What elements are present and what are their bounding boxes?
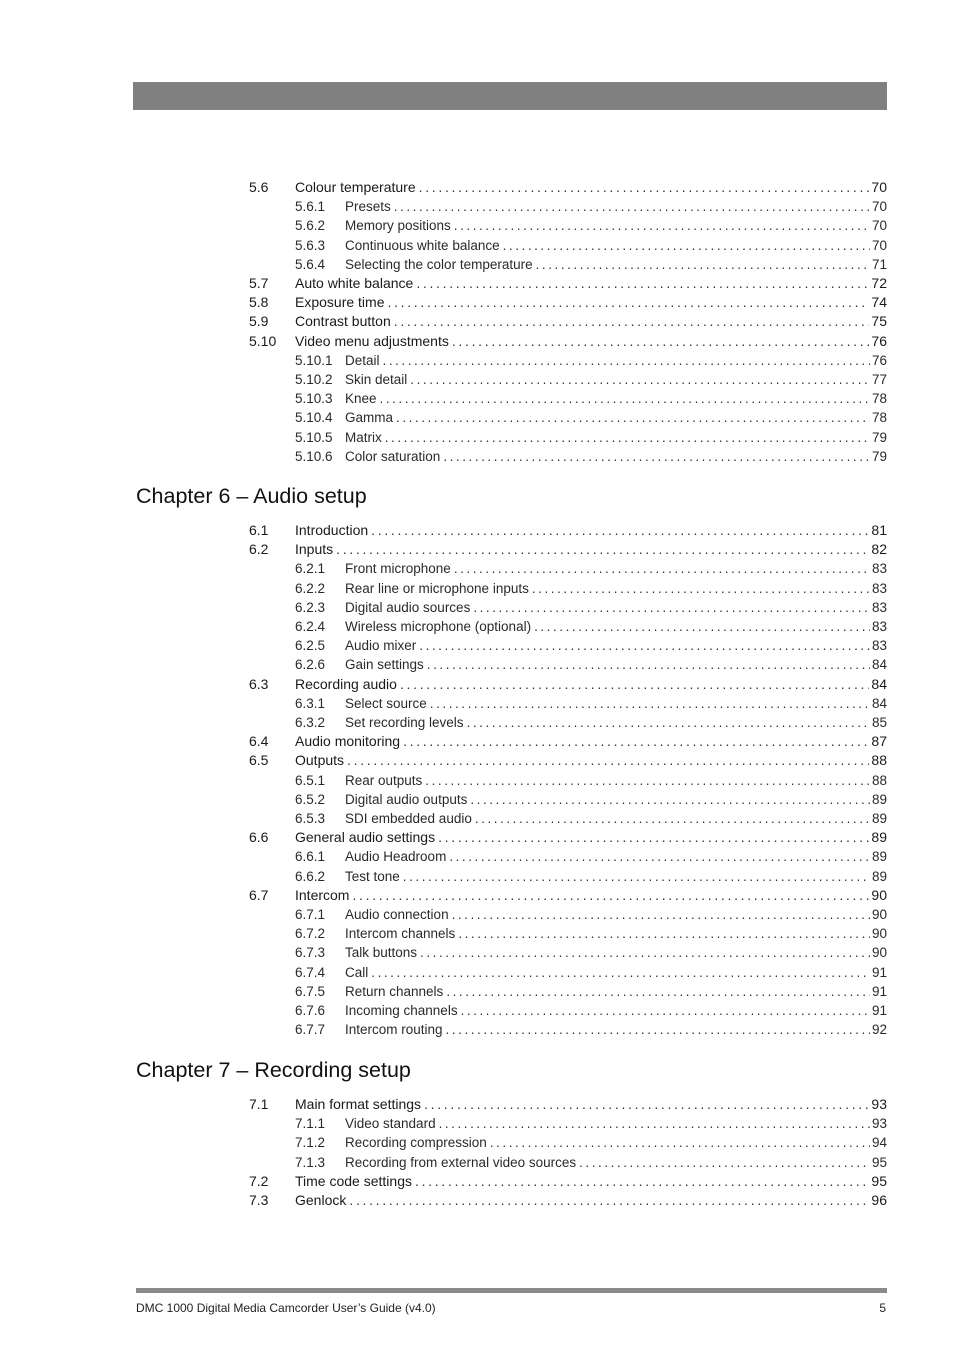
dot-leader (532, 579, 870, 598)
toc-entry-number: 7.1 (249, 1096, 269, 1112)
toc-section-entry[interactable] (249, 312, 887, 331)
toc-entry-number: 5.10.6 (295, 448, 333, 464)
toc-entry-page: 77 (871, 372, 887, 387)
dot-leader (380, 389, 870, 408)
toc-subsection-entry[interactable] (249, 847, 887, 866)
dot-leader (490, 1133, 870, 1152)
toc-section-entry[interactable] (249, 332, 887, 351)
dot-leader (347, 751, 869, 770)
toc-entry-title: Matrix (345, 429, 382, 445)
toc-entry-title: Audio Headroom (345, 849, 447, 865)
toc-entry-page: 83 (871, 638, 887, 654)
toc-section-entry[interactable] (249, 293, 887, 312)
toc-subsection-entry[interactable] (249, 447, 887, 466)
toc-section-entry[interactable] (249, 540, 887, 559)
toc-entry-title: Gain settings (345, 657, 424, 673)
toc-entry-number: 7.1.1 (295, 1116, 326, 1132)
toc-subsection-entry[interactable] (249, 982, 887, 1001)
toc-entry-title: Audio mixer (345, 638, 417, 654)
toc-subsection-entry[interactable] (249, 963, 887, 982)
chapter-heading: Chapter 6 – Audio setup (136, 484, 367, 508)
toc-subsection-entry[interactable] (249, 428, 887, 447)
toc-entry-page: 95 (871, 1172, 887, 1189)
toc-entry-number: 5.10.5 (295, 429, 333, 445)
dot-leader (403, 867, 870, 886)
dot-leader (387, 293, 869, 312)
toc-entry-page: 89 (871, 791, 887, 807)
dot-leader (419, 178, 870, 197)
toc-subsection-entry[interactable] (249, 809, 887, 828)
toc-subsection-entry[interactable] (249, 255, 887, 274)
toc-subsection-entry[interactable] (249, 197, 887, 216)
toc-entry-number: 6.2.5 (295, 638, 326, 654)
toc-section-entry[interactable] (249, 521, 887, 540)
toc-entry-number: 6.2.3 (295, 599, 326, 615)
toc-subsection-entry[interactable] (249, 636, 887, 655)
toc-entry-number: 6.3 (249, 675, 269, 692)
toc-entry-page: 89 (871, 868, 887, 884)
toc-entry-page: 76 (871, 332, 887, 349)
toc-entry-page: 92 (871, 1022, 887, 1038)
toc-entry-page: 83 (871, 580, 887, 596)
toc-entry-page: 88 (871, 772, 887, 788)
toc-entry-title: Knee (345, 391, 377, 407)
toc-entry-page: 84 (871, 675, 887, 692)
toc-entry-title: Audio monitoring (295, 733, 401, 750)
toc-entry-number: 6.5.2 (295, 791, 326, 807)
toc-entry-page: 70 (871, 237, 887, 253)
dot-leader (419, 636, 870, 655)
dot-leader (470, 790, 870, 809)
toc-entry-title: Wireless microphone (optional) (345, 619, 532, 634)
toc-entry-number: 5.10.3 (295, 391, 333, 407)
dot-leader (536, 255, 870, 274)
toc-entry-title: Detail (345, 352, 380, 368)
dot-leader (403, 732, 869, 751)
dot-leader (443, 447, 870, 466)
toc-entry-page: 93 (871, 1116, 887, 1132)
toc-entry-number: 6.7.7 (295, 1022, 326, 1038)
toc-entry-page: 90 (871, 907, 887, 922)
toc-entry-title: Test tone (345, 868, 400, 884)
toc-subsection-entry[interactable] (249, 559, 887, 578)
toc-entry-title: Auto white balance (295, 275, 414, 291)
toc-entry-title: Video menu adjustments (295, 332, 449, 349)
toc-entry-title: Set recording levels (345, 715, 464, 730)
toc-subsection-entry[interactable] (249, 1020, 887, 1039)
toc-entry-title: Rear outputs (345, 772, 423, 788)
dot-leader (427, 655, 870, 674)
dot-leader (394, 197, 870, 216)
toc-subsection-entry[interactable] (249, 1114, 887, 1133)
toc-entry-page: 83 (871, 599, 887, 615)
toc-entry-page: 81 (871, 522, 887, 538)
dot-leader (452, 332, 870, 351)
toc-entry-number: 6.5 (249, 752, 269, 769)
toc-entry-number: 6.6.1 (295, 849, 326, 865)
toc-entry-title: Genlock (295, 1192, 347, 1208)
toc-entry-page: 79 (871, 429, 887, 445)
toc-entry-page: 90 (871, 926, 887, 942)
toc-entry-number: 6.3.2 (295, 715, 326, 730)
toc-entry-page: 76 (871, 352, 887, 368)
toc-section-entry[interactable] (249, 1095, 887, 1114)
toc-section-entry[interactable] (249, 1172, 887, 1191)
toc-entry-page: 70 (871, 199, 887, 215)
toc-subsection-entry[interactable] (249, 713, 887, 732)
toc-entry-number: 6.7 (249, 886, 269, 903)
toc-subsection-entry[interactable] (249, 790, 887, 809)
toc-entry-number: 6.5.1 (295, 772, 326, 788)
toc-entry-number: 6.7.6 (295, 1003, 326, 1018)
toc-entry-page: 74 (871, 294, 887, 311)
dot-leader (410, 370, 870, 389)
toc-entry-title: Audio connection (345, 907, 449, 922)
dot-leader (400, 675, 869, 694)
toc-entry-title: SDI embedded audio (345, 811, 472, 826)
dot-leader (420, 943, 870, 962)
toc-entry-number: 5.6.4 (295, 256, 326, 272)
toc-entry-number: 5.6 (249, 179, 269, 195)
dot-leader (446, 982, 870, 1001)
toc-subsection-entry[interactable] (249, 598, 887, 617)
toc-entry-title: Selecting the color temperature (345, 256, 533, 272)
toc-entry-page: 87 (871, 733, 887, 750)
toc-entry-number: 6.7.2 (295, 926, 326, 942)
toc-entry-page: 93 (871, 1096, 887, 1112)
toc-entry-page: 89 (871, 829, 887, 846)
header-bar (133, 82, 887, 110)
toc-entry-title: Intercom routing (345, 1022, 443, 1038)
toc-entry-title: Outputs (295, 752, 345, 769)
toc-entry-number: 5.6.3 (295, 237, 326, 253)
toc-entry-page: 84 (871, 695, 887, 711)
toc-entry-number: 6.2.4 (295, 619, 326, 634)
toc-entry-number: 6.7.1 (295, 907, 326, 922)
toc-entry-title: Recording audio (295, 675, 397, 692)
toc-subsection-entry[interactable] (249, 1001, 887, 1020)
toc-entry-page: 91 (871, 964, 887, 980)
toc-entry-page: 89 (871, 849, 887, 865)
dot-leader (458, 924, 870, 943)
toc-entry-title: Select source (345, 695, 427, 711)
dot-leader (336, 540, 869, 559)
dot-leader (579, 1153, 870, 1172)
toc-subsection-entry[interactable] (249, 1133, 887, 1152)
chapter-heading: Chapter 7 – Recording setup (136, 1058, 411, 1082)
toc-subsection-entry[interactable] (249, 943, 887, 962)
dot-leader (352, 886, 869, 905)
toc-entry-title: Main format settings (295, 1096, 422, 1112)
toc-entry-number: 6.4 (249, 733, 269, 750)
toc-entry-page: 83 (871, 561, 887, 577)
dot-leader (371, 963, 870, 982)
toc-subsection-entry[interactable] (249, 867, 887, 886)
footer-rule (136, 1288, 887, 1293)
toc-entry-number: 5.6.1 (295, 199, 326, 215)
toc-entry-page: 70 (871, 218, 887, 234)
toc-section-entry[interactable] (249, 1191, 887, 1210)
dot-leader (534, 617, 870, 636)
toc-entry-title: Digital audio outputs (345, 791, 468, 807)
toc-section-entry[interactable] (249, 274, 887, 293)
toc-entry-number: 6.2 (249, 541, 269, 558)
toc-entry-page: 70 (871, 179, 887, 195)
toc-entry-number: 7.1.3 (295, 1154, 326, 1170)
dot-leader (446, 1020, 870, 1039)
toc-entry-title: Recording from external video sources (345, 1154, 577, 1170)
toc-subsection-entry[interactable] (249, 905, 887, 924)
toc-subsection-entry[interactable] (249, 924, 887, 943)
toc-entry-page: 72 (871, 275, 887, 291)
toc-entry-number: 5.8 (249, 294, 269, 311)
toc-entry-page: 75 (871, 313, 887, 330)
dot-leader (439, 1114, 870, 1133)
dot-leader (461, 1001, 870, 1020)
dot-leader (449, 847, 870, 866)
footer-page-number: 5 (879, 1301, 886, 1315)
toc-entry-title: Recording compression (345, 1135, 487, 1151)
dot-leader (454, 216, 870, 235)
toc-entry-number: 6.7.4 (295, 964, 326, 980)
toc-entry-title: Continuous white balance (345, 237, 500, 253)
toc-subsection-entry[interactable] (249, 216, 887, 235)
toc-entry-number: 6.2.2 (295, 580, 326, 596)
dot-leader (394, 312, 870, 331)
dot-leader (383, 351, 870, 370)
toc-entry-title: Time code settings (295, 1172, 412, 1189)
toc-subsection-entry[interactable] (249, 236, 887, 255)
toc-entry-number: 6.6.2 (295, 868, 326, 884)
dot-leader (454, 559, 870, 578)
dot-leader (467, 713, 870, 732)
toc-entry-number: 6.7.5 (295, 983, 326, 999)
dot-leader (349, 1191, 869, 1210)
toc-entry-title: Colour temperature (295, 179, 416, 195)
toc-entry-title: Presets (345, 199, 391, 215)
dot-leader (503, 236, 870, 255)
dot-leader (438, 828, 869, 847)
toc-entry-title: Memory positions (345, 218, 451, 234)
toc-section-entry[interactable] (249, 178, 887, 197)
toc-entry-page: 91 (871, 1003, 887, 1018)
toc-entry-number: 5.10 (249, 332, 277, 349)
toc-entry-number: 7.1.2 (295, 1135, 326, 1151)
toc-entry-page: 83 (871, 619, 887, 634)
toc-entry-number: 7.3 (249, 1192, 269, 1208)
toc-entry-title: Digital audio sources (345, 599, 471, 615)
toc-entry-title: Color saturation (345, 448, 441, 464)
toc-entry-page: 88 (871, 752, 887, 769)
toc-entry-number: 5.7 (249, 275, 269, 291)
toc-entry-page: 78 (871, 410, 887, 426)
toc-entry-number: 5.10.2 (295, 372, 333, 387)
dot-leader (430, 694, 870, 713)
toc-entry-number: 7.2 (249, 1172, 269, 1189)
toc-entry-title: Exposure time (295, 294, 385, 311)
toc-section-entry[interactable] (249, 675, 887, 694)
toc-section-entry[interactable] (249, 732, 887, 751)
toc-entry-number: 6.6 (249, 829, 269, 846)
toc-entry-title: Intercom channels (345, 926, 456, 942)
toc-entry-page: 91 (871, 983, 887, 999)
toc-entry-page: 96 (871, 1192, 887, 1208)
toc-entry-page: 84 (871, 657, 887, 673)
toc-entry-number: 6.1 (249, 522, 269, 538)
toc-entry-title: Front microphone (345, 561, 451, 577)
toc-entry-title: Gamma (345, 410, 394, 426)
toc-entry-page: 85 (871, 715, 887, 730)
toc-entry-title: Return channels (345, 983, 444, 999)
toc-entry-title: Inputs (295, 541, 334, 558)
toc-entry-title: Call (345, 964, 369, 980)
toc-entry-title: Intercom (295, 886, 350, 903)
toc-section-entry[interactable] (249, 828, 887, 847)
toc-entry-page: 78 (871, 391, 887, 407)
toc-subsection-entry[interactable] (249, 1153, 887, 1172)
toc-entry-number: 5.10.4 (295, 410, 333, 426)
toc-entry-title: General audio settings (295, 829, 436, 846)
dot-leader (475, 809, 870, 828)
toc-entry-page: 94 (871, 1135, 887, 1151)
toc-entry-page: 82 (871, 541, 887, 558)
dot-leader (371, 521, 869, 540)
toc-subsection-entry[interactable] (249, 771, 887, 790)
toc-entry-number: 6.2.1 (295, 561, 326, 577)
toc-subsection-entry[interactable] (249, 655, 887, 674)
toc-entry-page: 90 (871, 945, 887, 961)
toc-section-entry[interactable] (249, 751, 887, 770)
toc-entry-number: 6.3.1 (295, 695, 326, 711)
toc-entry-page: 89 (871, 811, 887, 826)
toc-entry-title: Introduction (295, 522, 369, 538)
dot-leader (396, 408, 870, 427)
toc-subsection-entry[interactable] (249, 579, 887, 598)
toc-entry-number: 6.5.3 (295, 811, 326, 826)
footer-title: DMC 1000 Digital Media Camcorder User’s Guide (v4.0) (136, 1301, 436, 1315)
toc-subsection-entry[interactable] (249, 389, 887, 408)
toc-entry-number: 5.9 (249, 313, 269, 330)
toc-entry-number: 5.10.1 (295, 352, 333, 368)
dot-leader (385, 428, 870, 447)
dot-leader (425, 771, 870, 790)
dot-leader (424, 1095, 869, 1114)
toc-entry-page: 90 (871, 886, 887, 903)
toc-entry-number: 6.7.3 (295, 945, 326, 961)
toc-entry-page: 95 (871, 1154, 887, 1170)
toc-subsection-entry[interactable] (249, 370, 887, 389)
toc-entry-number: 5.6.2 (295, 218, 326, 234)
toc-subsection-entry[interactable] (249, 408, 887, 427)
toc-subsection-entry[interactable] (249, 617, 887, 636)
toc-entry-title: Video standard (345, 1116, 436, 1132)
toc-entry-title: Talk buttons (345, 945, 418, 961)
dot-leader (416, 274, 869, 293)
toc-entry-title: Incoming channels (345, 1003, 458, 1018)
dot-leader (473, 598, 870, 617)
toc-subsection-entry[interactable] (249, 694, 887, 713)
toc-section-entry[interactable] (249, 886, 887, 905)
dot-leader (452, 905, 870, 924)
toc-entry-number: 6.2.6 (295, 657, 326, 673)
toc-entry-title: Rear line or microphone inputs (345, 580, 529, 596)
toc-entry-page: 71 (871, 256, 887, 272)
dot-leader (415, 1172, 869, 1191)
toc-subsection-entry[interactable] (249, 351, 887, 370)
toc-entry-title: Skin detail (345, 372, 408, 387)
toc-entry-title: Contrast button (295, 313, 391, 330)
toc-entry-page: 79 (871, 448, 887, 464)
